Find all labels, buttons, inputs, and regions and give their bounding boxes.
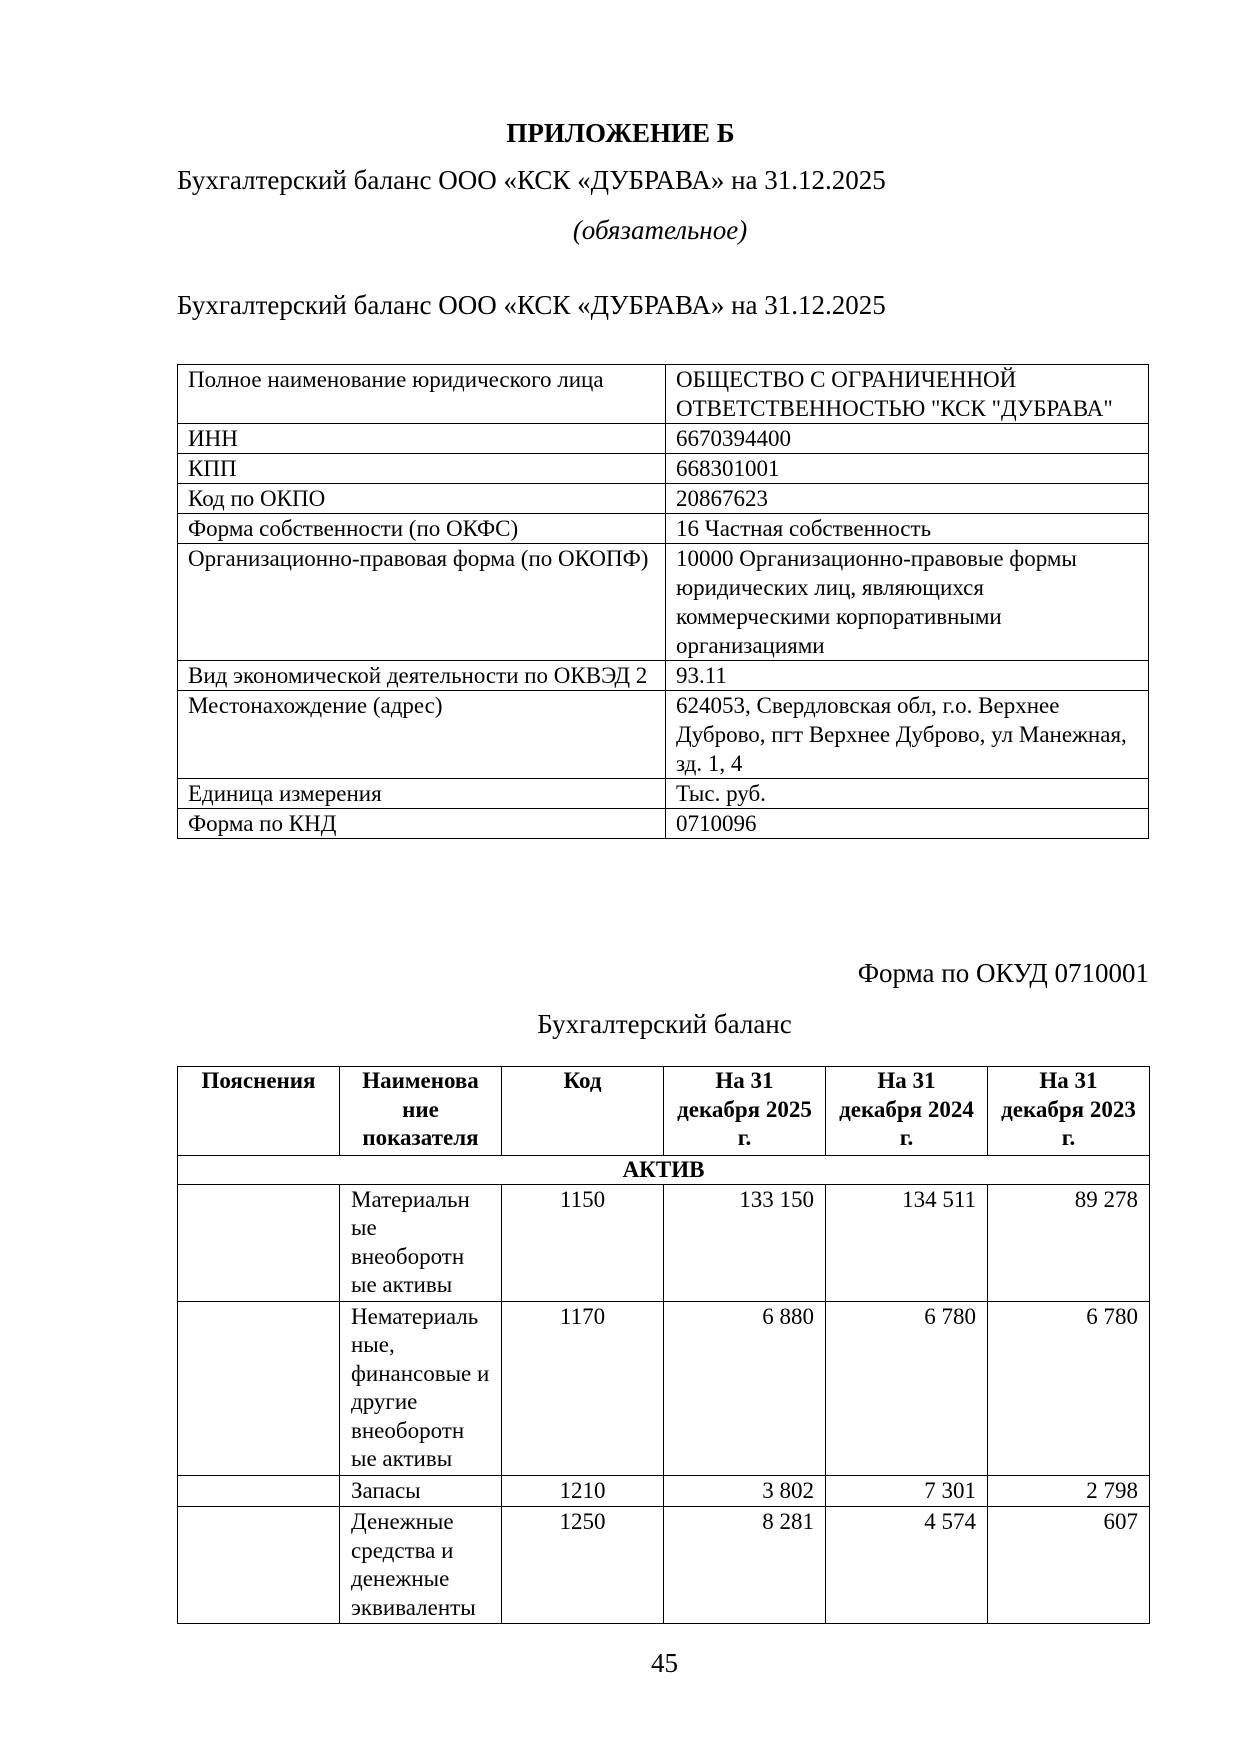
info-value: 668301001 [666,454,1149,484]
info-value: Тыс. руб. [666,779,1149,809]
info-value: 20867623 [666,484,1149,514]
column-header-2023: На 31 декабря 2023 г. [988,1067,1150,1156]
info-row [178,809,1149,839]
row-indicator-name: Материальн ые внеоборотн ые активы [340,1184,502,1301]
info-label: Полное наименование юридического лица [178,365,666,424]
info-row [178,454,1149,484]
info-value: 10000 Организационно-правовые формы юридических лиц, являющихся коммерческими корпоративными организациями [666,544,1149,661]
info-row [178,661,1149,691]
info-label: КПП [178,454,666,484]
info-row [178,424,1149,454]
info-value: 0710096 [666,809,1149,839]
row-value-2025: 133 150 [664,1184,826,1301]
row-value-2025: 6 880 [664,1301,826,1475]
row-value-2023: 2 798 [988,1475,1150,1507]
row-indicator-name: Денежные средства и денежные эквиваленты [340,1507,502,1624]
info-label: Организационно-правовая форма (по ОКОПФ) [178,544,666,661]
info-row [178,514,1149,544]
row-notes-cell [178,1475,340,1507]
column-header-notes: Пояснения [178,1067,340,1156]
row-indicator-name: Нематериаль ные, финансовые и другие внеоборотн ые активы [340,1301,502,1475]
column-header-indicator: Наименова ние показателя [340,1067,502,1156]
row-value-2025: 3 802 [664,1475,826,1507]
table-row [178,1507,1150,1624]
row-value-2023: 607 [988,1507,1150,1624]
info-label: Вид экономической деятельности по ОКВЭД 2 [178,661,666,691]
info-value: 624053, Свердловская обл, г.о. Верхнее Дуброво, пгт Верхнее Дуброво, ул Манежная, зд. 1, 4 [666,691,1149,779]
row-value-2024: 134 511 [826,1184,988,1301]
info-value: 93.11 [666,661,1149,691]
page-number: 45 [651,1648,678,1678]
row-code: 1250 [502,1507,664,1624]
info-label: ИНН [178,424,666,454]
column-header-code: Код [502,1067,664,1156]
balance-sheet-table [177,1066,1150,1624]
table-header-row [178,1067,1150,1156]
info-label: Местонахождение (адрес) [178,691,666,779]
table-row [178,1184,1150,1301]
appendix-heading: ПРИЛОЖЕНИЕ Б [506,118,735,148]
row-indicator-name: Запасы [340,1475,502,1507]
info-value: ОБЩЕСТВО С ОГРАНИЧЕННОЙ ОТВЕТСТВЕННОСТЬЮ "КСК "ДУБРАВА" [666,365,1149,424]
organization-info-table [177,364,1149,839]
table-row [178,1301,1150,1475]
document-title: Бухгалтерский баланс ООО «КСК «ДУБРАВА» на 31.12.2025 [177,165,886,195]
document-note: (обязательное) [572,215,748,245]
row-code: 1210 [502,1475,664,1507]
info-row [178,779,1149,809]
info-row [178,365,1149,424]
row-notes-cell [178,1184,340,1301]
info-row [178,484,1149,514]
balance-sheet-title: Бухгалтерский баланс [537,1009,792,1039]
row-notes-cell [178,1301,340,1475]
section-label-assets: АКТИВ [178,1155,1150,1184]
row-code: 1170 [502,1301,664,1475]
column-header-2025: На 31 декабря 2025 г. [664,1067,826,1156]
info-label: Форма по КНД [178,809,666,839]
row-value-2023: 89 278 [988,1184,1150,1301]
table-row [178,1475,1150,1507]
form-okud-label: Форма по ОКУД 0710001 [857,958,1149,988]
column-header-2024: На 31 декабря 2024 г. [826,1067,988,1156]
row-value-2024: 4 574 [826,1507,988,1624]
row-notes-cell [178,1507,340,1624]
row-value-2024: 7 301 [826,1475,988,1507]
section-row-assets [178,1155,1150,1184]
info-value: 16 Частная собственность [666,514,1149,544]
info-row [178,544,1149,661]
document-title-repeat: Бухгалтерский баланс ООО «КСК «ДУБРАВА» на 31.12.2025 [177,290,886,320]
info-row [178,691,1149,779]
info-label: Код по ОКПО [178,484,666,514]
info-value: 6670394400 [666,424,1149,454]
row-value-2025: 8 281 [664,1507,826,1624]
row-value-2024: 6 780 [826,1301,988,1475]
info-label: Единица измерения [178,779,666,809]
row-code: 1150 [502,1184,664,1301]
row-value-2023: 6 780 [988,1301,1150,1475]
info-label: Форма собственности (по ОКФС) [178,514,666,544]
